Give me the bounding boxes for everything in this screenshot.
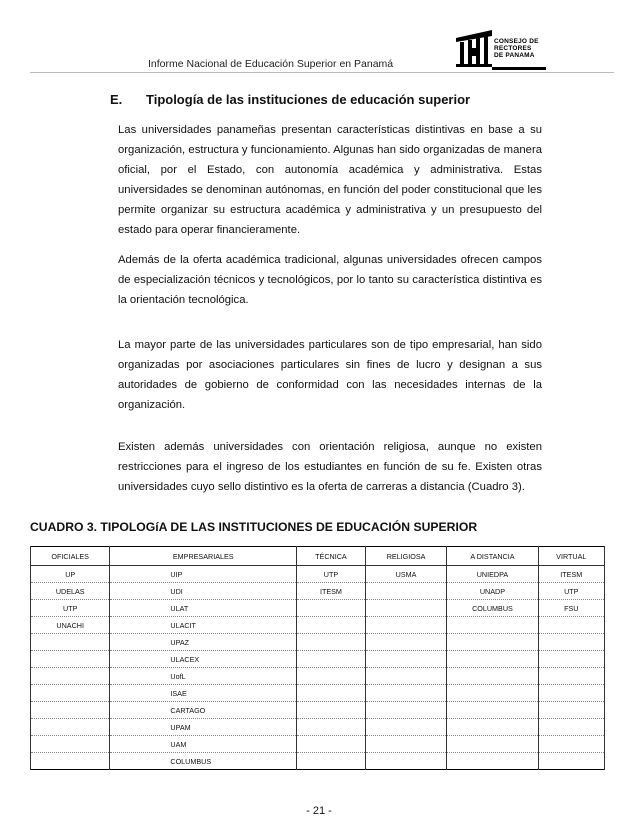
table-cell [447,685,538,702]
table-cell [297,753,366,770]
table-cell [365,685,447,702]
table-cell [538,617,604,634]
table-cell [365,634,447,651]
table-row [31,719,605,736]
table-cell: UAM [110,736,297,753]
table-cell: UTP [31,600,110,617]
table-cell [297,736,366,753]
column-header-empresariales: EMPRESARIALES [110,547,297,566]
table-cell [365,753,447,770]
table-cell [538,634,604,651]
table-cell: ISAE [110,685,297,702]
table-cell: UTP [297,566,366,583]
table-row [31,617,605,634]
table-row [31,753,605,770]
table-cell [447,651,538,668]
table-cell: ULACEX [110,651,297,668]
table-cell [297,634,366,651]
table-cell: FSU [538,600,604,617]
table-cell: UTP [538,583,604,600]
table-cell: COLUMBUS [447,600,538,617]
paragraph: Además de la oferta académica tradicional, algunas universidades ofrecen campos de especialización técnicos y tecnológicos, por lo tanto su característica distintiva es la orientación tecnológica. [118,254,542,306]
table-cell [365,719,447,736]
table-cell [31,634,110,651]
table-cell [538,702,604,719]
table-cell: UDELAS [31,583,110,600]
table-cell: COLUMBUS [110,753,297,770]
logo-line: CONSEJO DE [494,38,539,45]
table-cell: UofL [110,668,297,685]
paragraph: Existen además universidades con orientación religiosa, aunque no existen restricciones para el ingreso de los estudiantes en función de su fe. Existen otras universidades cuyo sello distintivo es la oferta de carreras a distancia (Cuadro 3). [118,441,542,493]
column-header-tecnica: TÉCNICA [297,547,366,566]
table-cell [365,736,447,753]
table-cell: UPAM [110,719,297,736]
table-cell [31,702,110,719]
section-heading [110,92,530,107]
table-cell [538,668,604,685]
table-cell: UNIEDPA [447,566,538,583]
table-cell [538,651,604,668]
table-cell [447,634,538,651]
table-row [31,736,605,753]
table-cell: UNADP [447,583,538,600]
table-body [31,566,605,770]
logo-line: DE PANAMA [494,52,535,60]
table-cell [297,702,366,719]
table-cell [31,719,110,736]
table-cell [365,668,447,685]
table-cell: ULACIT [110,617,297,634]
logo-text [494,38,554,60]
table-cell: UIP [110,566,297,583]
table-cell [31,753,110,770]
table-cell [538,685,604,702]
table-cell [447,668,538,685]
table-row [31,600,605,617]
table-cell: UNACHI [31,617,110,634]
table-cell [538,736,604,753]
table-cell [297,719,366,736]
section-letter: E. [110,92,123,107]
table-row [31,668,605,685]
section-title: Tipología de las instituciones de educación superior [146,92,471,107]
table-cell [447,719,538,736]
table-cell [31,685,110,702]
table-cell [365,617,447,634]
table-cell: ULAT [110,600,297,617]
table-header-row [31,547,605,566]
table-cell [447,702,538,719]
column-header-a-distancia: A DISTANCIA [447,547,538,566]
column-header-virtual: VIRTUAL [538,547,604,566]
paragraph: La mayor parte de las universidades particulares son de tipo empresarial, han sido organizadas por asociaciones particulares sin fines de lucro y designan a sus autoridades de gobierno de conformidad con las necesidades internas de la organización. [118,339,542,411]
table-cell [297,600,366,617]
table-cell [365,600,447,617]
table-cell [447,736,538,753]
table-cell [538,753,604,770]
table-cell: ITESM [538,566,604,583]
table-cell: UP [31,566,110,583]
table-cell [297,617,366,634]
table-cell [31,651,110,668]
table-cell [447,617,538,634]
table-row [31,685,605,702]
table-cell [297,668,366,685]
header-divider [30,72,614,73]
page-number: - 21 - [306,805,332,817]
table-cell [297,651,366,668]
column-header-oficiales: OFICIALES [31,547,110,566]
table-title: CUADRO 3. TIPOLOGíA DE LAS INSTITUCIONES DE EDUCACIÓN SUPERIOR [30,520,478,534]
table-cell: ITESM [297,583,366,600]
table-cell [365,702,447,719]
table-cell [365,583,447,600]
table-cell: USMA [365,566,447,583]
table-cell: UDI [110,583,297,600]
header-title: Informe Nacional de Educación Superior en Panamá [148,58,394,70]
table-cell [365,651,447,668]
table-row [31,566,605,583]
table-row [31,634,605,651]
typology-table [30,546,605,770]
table-row [31,702,605,719]
table-cell: CARTAGO [110,702,297,719]
table-cell [31,668,110,685]
table-row [31,651,605,668]
paragraph: Las universidades panameñas presentan características distintivas en base a su organización, estructura y funcionamiento. Algunas han sido organizadas de manera oficial, por el Estado, con autonomía académica y administrativa. Estas universidades se denominan autónomas, en función del poder constitucional que les permite organizar su estructura académica y administrativa y un presupuesto del estado para operar financieramente. [118,124,542,236]
table-cell [297,685,366,702]
table-cell [447,753,538,770]
table-cell [31,736,110,753]
table-row [31,583,605,600]
table-cell: UPAZ [110,634,297,651]
logo-line: RECTORES [494,45,532,53]
table-cell [538,719,604,736]
column-header-religiosa: RELIGIOSA [365,547,447,566]
